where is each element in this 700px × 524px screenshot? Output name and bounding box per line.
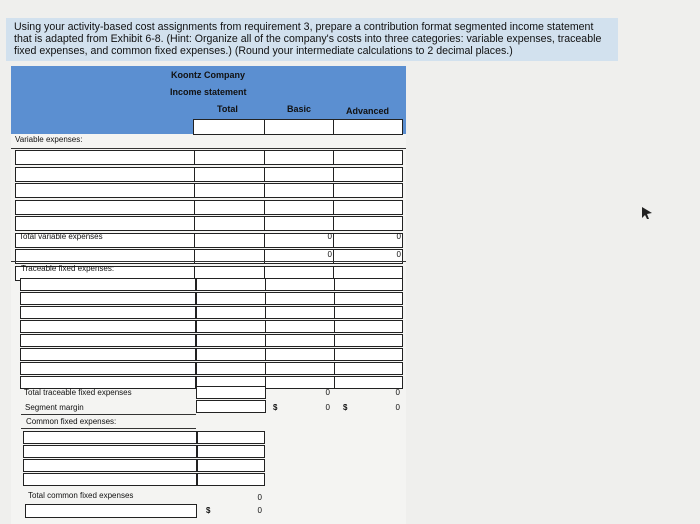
- divider: [11, 148, 406, 149]
- traceable-fixed-label-input[interactable]: [20, 362, 196, 375]
- label-variable-expenses: Variable expenses:: [15, 135, 83, 144]
- traceable-fixed-advanced-input[interactable]: [334, 306, 403, 319]
- company-name: Koontz Company: [171, 70, 245, 80]
- statement-title: Income statement: [170, 87, 247, 97]
- variable-expense-total-input[interactable]: [194, 216, 265, 231]
- net-total: 0: [257, 506, 262, 515]
- variable-expense-total-input[interactable]: [194, 233, 265, 248]
- traceable-fixed-label-input[interactable]: [20, 320, 196, 333]
- header-input-basic[interactable]: [264, 119, 334, 135]
- net-income-label-input[interactable]: [25, 504, 197, 518]
- common-fixed-label-input[interactable]: [23, 445, 197, 458]
- traceable-fixed-basic-input[interactable]: [265, 306, 335, 319]
- variable-expense-total-input[interactable]: [194, 150, 265, 165]
- instructions-text: Using your activity-based cost assignments from requirement 3, prepare a contribution format segmented income statement that is adapted from Exhibit 6-8. (Hint: Organize all of the company's costs into three categories: variable expenses, traceable fixed expenses, and common fixed expenses.) (Round your intermediate calculations to 2 decimal places.): [6, 18, 618, 61]
- label-common-fixed: Common fixed expenses:: [26, 417, 117, 426]
- variable-expense-basic-input[interactable]: [264, 200, 334, 215]
- common-fixed-total-input[interactable]: [197, 473, 265, 486]
- traceable-fixed-total-input[interactable]: [196, 306, 266, 319]
- net-total-dollar: $: [206, 506, 211, 515]
- segment-margin-basic-dollar: $: [273, 403, 278, 412]
- traceable-fixed-advanced-input[interactable]: [334, 348, 403, 361]
- variable-expense-total-input[interactable]: [194, 200, 265, 215]
- traceable-fixed-basic-input[interactable]: [265, 320, 335, 333]
- variable-expense-advanced-input[interactable]: [333, 183, 403, 198]
- variable-expense-basic-input[interactable]: [264, 216, 334, 231]
- variable-expense-basic-input[interactable]: [264, 167, 334, 182]
- divider: [11, 261, 406, 262]
- header-input-advanced[interactable]: [333, 119, 403, 135]
- mouse-cursor-icon: [641, 206, 653, 220]
- variable-expense-advanced-input[interactable]: [333, 150, 403, 165]
- traceable-fixed-total-input[interactable]: [196, 292, 266, 305]
- traceable-fixed-total-input[interactable]: [196, 362, 266, 375]
- traceable-fixed-basic-input[interactable]: [265, 334, 335, 347]
- variable-expense-total-input[interactable]: [194, 183, 265, 198]
- total-traceable-total-input[interactable]: [196, 386, 266, 399]
- header-input-total[interactable]: [193, 119, 265, 135]
- divider: [21, 428, 196, 429]
- label-segment-margin: Segment margin: [25, 403, 84, 412]
- traceable-fixed-advanced-input[interactable]: [334, 362, 403, 375]
- traceable-fixed-basic-input[interactable]: [265, 292, 335, 305]
- traceable-fixed-basic-input[interactable]: [265, 362, 335, 375]
- total-traceable-basic: 0: [325, 388, 330, 397]
- total-common-total: 0: [257, 493, 262, 502]
- variable-expense-label-input[interactable]: [15, 200, 195, 215]
- traceable-fixed-label-input[interactable]: [20, 292, 196, 305]
- row2-basic: 0: [327, 250, 332, 259]
- traceable-fixed-label-input[interactable]: [20, 306, 196, 319]
- traceable-fixed-advanced-input[interactable]: [334, 278, 403, 291]
- label-total-variable: Total variable expenses: [19, 232, 103, 241]
- traceable-fixed-total-input[interactable]: [196, 320, 266, 333]
- label-total-common: Total common fixed expenses: [28, 491, 134, 500]
- traceable-fixed-basic-input[interactable]: [265, 348, 335, 361]
- variable-expense-advanced-input[interactable]: [333, 167, 403, 182]
- common-fixed-label-input[interactable]: [23, 431, 197, 444]
- total-variable-basic: 0: [327, 232, 332, 241]
- traceable-fixed-advanced-input[interactable]: [334, 292, 403, 305]
- common-fixed-total-input[interactable]: [197, 431, 265, 444]
- label-total-traceable: Total traceable fixed expenses: [24, 388, 132, 397]
- traceable-fixed-advanced-input[interactable]: [334, 320, 403, 333]
- common-fixed-label-input[interactable]: [23, 459, 197, 472]
- row2-advanced: 0: [396, 250, 401, 259]
- traceable-fixed-label-input[interactable]: [20, 348, 196, 361]
- variable-expense-advanced-input[interactable]: [333, 216, 403, 231]
- total-traceable-advanced: 0: [395, 388, 400, 397]
- common-fixed-total-input[interactable]: [197, 459, 265, 472]
- traceable-fixed-total-input[interactable]: [196, 278, 266, 291]
- divider: [21, 414, 196, 415]
- variable-expense-label-input[interactable]: [15, 150, 195, 165]
- segment-margin-advanced: 0: [395, 403, 400, 412]
- column-header-advanced: Advanced: [346, 106, 390, 116]
- segment-margin-advanced-dollar: $: [343, 403, 348, 412]
- variable-expense-total-input[interactable]: [194, 167, 265, 182]
- total-variable-advanced: 0: [396, 232, 401, 241]
- variable-expense-label-input[interactable]: [15, 183, 195, 198]
- label-traceable-fixed: Traceable fixed expenses:: [21, 264, 115, 273]
- common-fixed-total-input[interactable]: [197, 445, 265, 458]
- common-fixed-label-input[interactable]: [23, 473, 197, 486]
- column-header-basic: Basic: [287, 104, 312, 114]
- traceable-fixed-label-input[interactable]: [20, 278, 196, 291]
- segment-margin-basic: 0: [325, 403, 330, 412]
- variable-expense-label-input[interactable]: [15, 167, 195, 182]
- variable-expense-basic-input[interactable]: [264, 183, 334, 198]
- traceable-fixed-total-input[interactable]: [196, 334, 266, 347]
- income-statement-table: [11, 66, 406, 524]
- traceable-fixed-advanced-input[interactable]: [334, 334, 403, 347]
- column-header-total: Total: [217, 104, 238, 114]
- traceable-fixed-basic-input[interactable]: [265, 278, 335, 291]
- variable-expense-basic-input[interactable]: [264, 150, 334, 165]
- variable-expense-advanced-input[interactable]: [333, 200, 403, 215]
- segment-margin-total-input[interactable]: [196, 400, 266, 413]
- traceable-fixed-label-input[interactable]: [20, 334, 196, 347]
- traceable-fixed-total-input[interactable]: [196, 348, 266, 361]
- variable-expense-label-input[interactable]: [15, 216, 195, 231]
